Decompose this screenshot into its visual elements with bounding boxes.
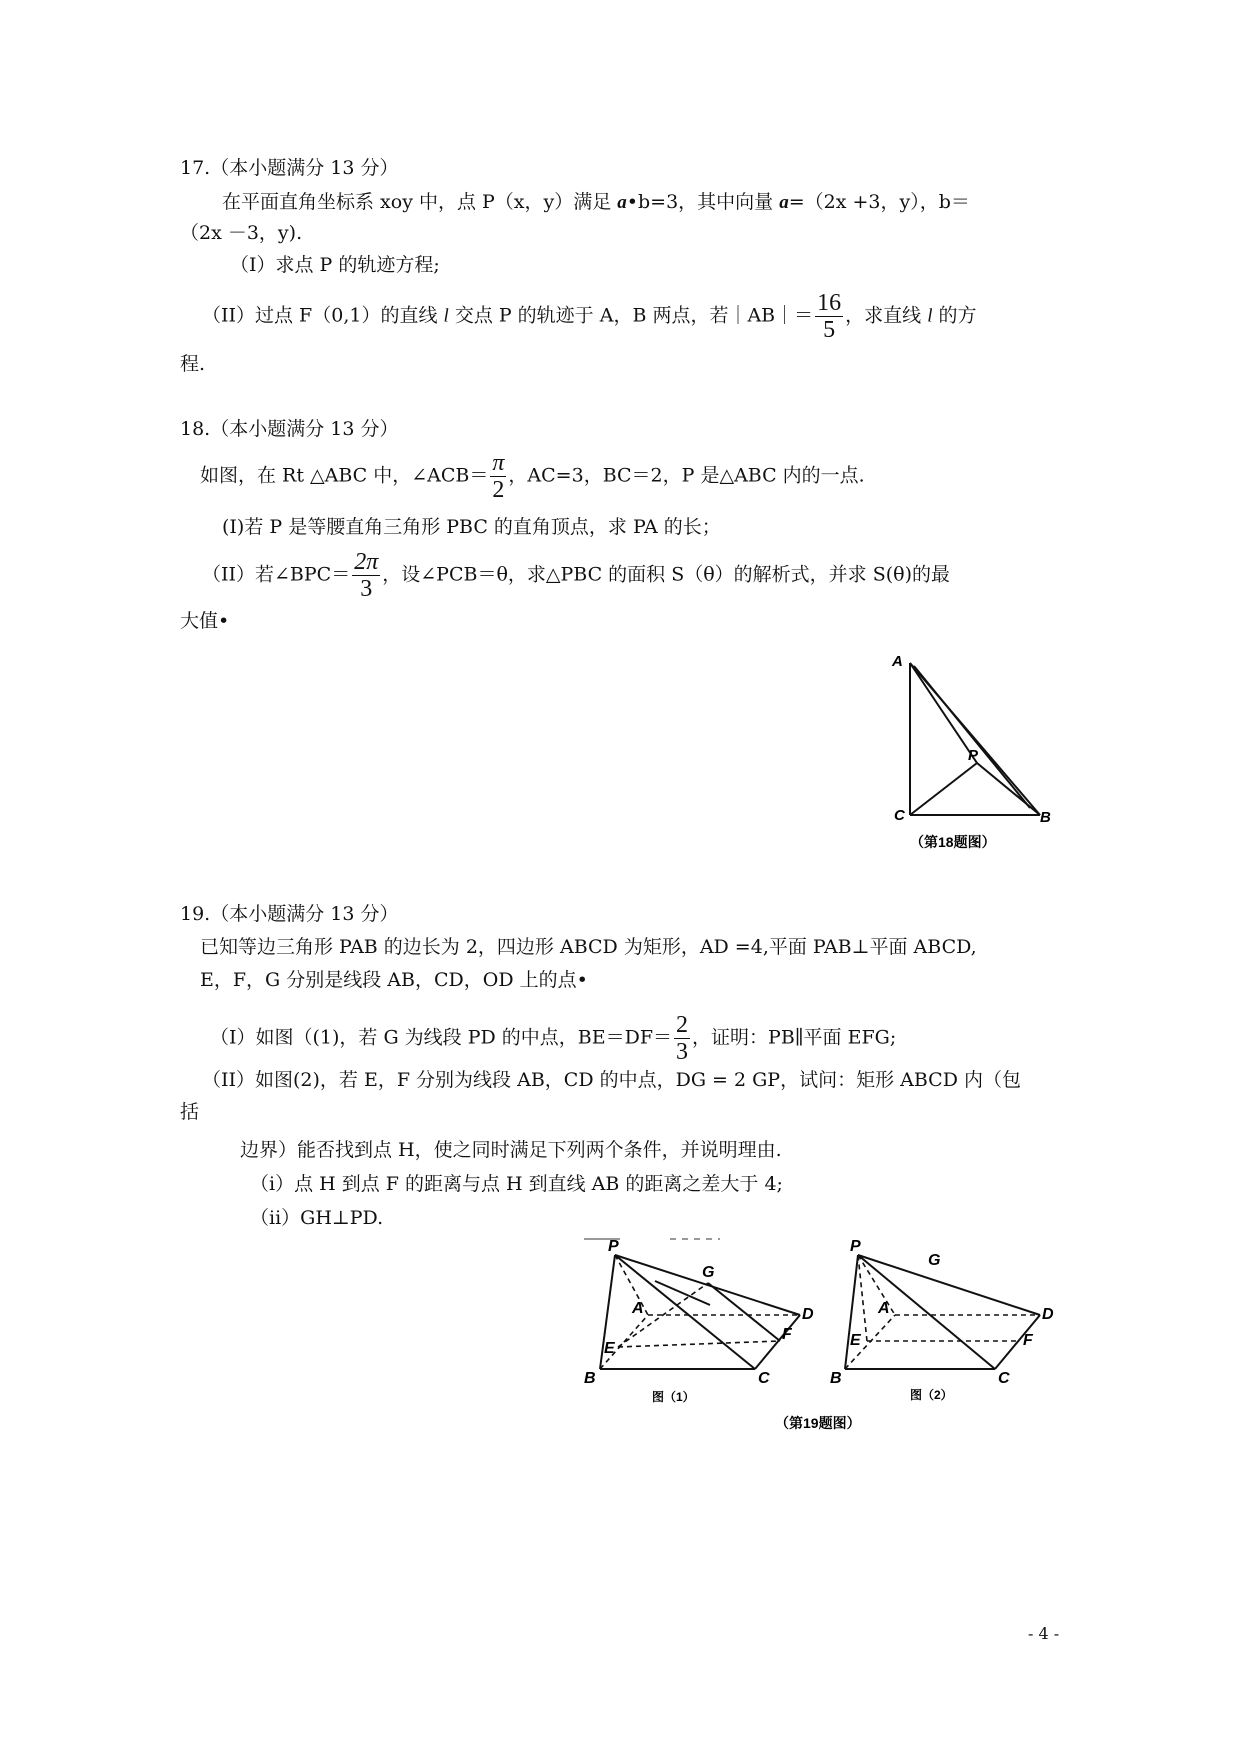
fig1-label-c: C bbox=[758, 1370, 770, 1387]
q17-line-l2: l bbox=[927, 305, 933, 327]
q17-intro-line2: （2x －3，y). bbox=[180, 222, 303, 244]
q17-intro-c: =（2x +3，y），b＝ bbox=[788, 191, 970, 213]
q17-intro-line1 bbox=[222, 190, 970, 215]
q18-intro-a: 如图，在 Rt △ABC 中，∠ACB＝ bbox=[200, 464, 489, 487]
q19-intro-line2: E，F，G 分别是线段 AB，CD，OD 上的点• bbox=[200, 969, 588, 991]
q18-frac1-num: π bbox=[492, 450, 505, 476]
fig1-label-b: B bbox=[584, 1370, 596, 1387]
q17-dot: • bbox=[626, 191, 638, 213]
fig1-dash-ef bbox=[618, 1341, 780, 1347]
q17-part2-line2: 程. bbox=[180, 353, 206, 375]
fig1-label-d: D bbox=[802, 1306, 814, 1323]
q19-part1-a: （I）如图（(1)，若 G 为线段 PD 的中点，BE＝DF＝ bbox=[210, 1026, 673, 1049]
q17-frac-num: 16 bbox=[817, 290, 842, 316]
q19-part1-b: ，证明：PB∥平面 EFG; bbox=[692, 1026, 897, 1049]
q19-part2-line3: 边界）能否找到点 H，使之同时满足下列两个条件，并说明理由. bbox=[240, 1139, 782, 1161]
q19-part1 bbox=[210, 1012, 896, 1065]
fig2-dash-ep bbox=[858, 1255, 867, 1341]
q19-fig1 bbox=[584, 1238, 814, 1404]
fig1-caption: 图（1） bbox=[652, 1390, 695, 1404]
q19-fraction bbox=[674, 1012, 690, 1065]
fig2-label-c: C bbox=[998, 1370, 1010, 1387]
q18-label-c: C bbox=[894, 807, 905, 824]
q17-intro-a: 在平面直角坐标系 xoy 中，点 P（x，y）满足 bbox=[222, 191, 618, 213]
fig2-label-g: G bbox=[928, 1252, 941, 1269]
q18-edge-ap bbox=[910, 663, 977, 763]
page-number: - 4 - bbox=[1028, 1624, 1060, 1643]
fig1-label-f: F bbox=[782, 1326, 792, 1343]
q19-frac-num: 2 bbox=[676, 1012, 689, 1038]
q17-part2-b: 交点 P 的轨迹于 A，B 两点，若｜AB｜＝ bbox=[448, 304, 814, 327]
fig1-label-a: A bbox=[632, 1300, 644, 1317]
q19-part2-line2: 括 bbox=[180, 1101, 200, 1123]
q18-frac2-den: 3 bbox=[360, 576, 373, 602]
q17-line-l: l bbox=[443, 305, 449, 327]
q18-part2-line2: 大值• bbox=[180, 610, 230, 632]
fig2-label-b: B bbox=[830, 1370, 842, 1387]
fig2-label-f: F bbox=[1023, 1332, 1033, 1349]
q19-frac-den: 3 bbox=[676, 1039, 689, 1065]
q18-edge-ab-inner bbox=[914, 666, 1030, 808]
fig2-edge-cd bbox=[995, 1315, 1040, 1369]
q18-part2 bbox=[202, 549, 950, 602]
q18-figure bbox=[880, 650, 1080, 850]
fig1-edge-gf bbox=[708, 1283, 780, 1341]
q17-part2-a: （II）过点 F（0,1）的直线 bbox=[202, 304, 444, 327]
q18-caption: （第18题图） bbox=[910, 834, 996, 850]
q18-fraction-2 bbox=[352, 549, 380, 602]
fig1-edge-cd bbox=[755, 1315, 800, 1369]
q18-intro bbox=[200, 450, 865, 503]
q18-part2-b: ，设∠PCB＝θ，求△PBC 的面积 S（θ）的解析式，并求 S(θ)的最 bbox=[382, 563, 950, 586]
q17-intro-b: b=3，其中向量 bbox=[638, 191, 780, 213]
q19-intro-line1: 已知等边三角形 PAB 的边长为 2，四边形 ABCD 为矩形，AD =4,平面 PAB⊥平面 ABCD, bbox=[200, 936, 977, 958]
q18-header: 18.（本小题满分 13 分） bbox=[180, 418, 399, 440]
q18-edge-cp bbox=[910, 763, 977, 815]
fig2-caption: 图（2） bbox=[910, 1388, 953, 1402]
q18-frac2-num: 2π bbox=[354, 549, 379, 575]
q17-vec-a2: a bbox=[779, 192, 789, 213]
fig1-label-g: G bbox=[702, 1264, 715, 1281]
q19-caption: （第19题图） bbox=[775, 1415, 861, 1431]
q17-vec-a: a bbox=[617, 192, 627, 213]
q18-label-a: A bbox=[892, 653, 903, 670]
q18-part2-a: （II）若∠BPC＝ bbox=[202, 563, 351, 586]
q18-label-p: P bbox=[968, 747, 979, 764]
q18-label-b: B bbox=[1040, 809, 1051, 826]
q17-frac-den: 5 bbox=[823, 317, 836, 343]
q17-header: 17.（本小题满分 13 分） bbox=[180, 157, 399, 179]
q19-header: 19.（本小题满分 13 分） bbox=[180, 903, 399, 925]
q17-part2-c: ，求直线 bbox=[845, 304, 928, 327]
q17-part1: （I）求点 P 的轨迹方程; bbox=[230, 254, 440, 276]
q19-figure bbox=[580, 1235, 1080, 1435]
q19-part2-line1: （II）如图(2)，若 E，F 分别为线段 AB，CD 的中点，DG = 2 GP，试问：矩形 ABCD 内（包 bbox=[202, 1069, 1021, 1091]
q17-part2 bbox=[202, 290, 977, 343]
fig2-edge-pb bbox=[845, 1255, 858, 1369]
fig2-label-d: D bbox=[1042, 1306, 1054, 1323]
q18-intro-b: ，AC=3，BC＝2，P 是△ABC 内的一点. bbox=[508, 464, 865, 487]
q19-cond2: （ii）GH⊥PD. bbox=[250, 1207, 384, 1229]
q17-part2-d: 的方 bbox=[932, 304, 977, 327]
q18-fraction-1 bbox=[490, 450, 506, 503]
q19-fig2 bbox=[830, 1238, 1054, 1402]
q18-edge-pb bbox=[977, 763, 1040, 815]
q17-fraction bbox=[815, 290, 843, 343]
fig2-label-p: P bbox=[850, 1238, 861, 1255]
fig1-label-e: E bbox=[604, 1340, 615, 1357]
fig2-label-e: E bbox=[850, 1332, 861, 1349]
fig1-label-p: P bbox=[608, 1238, 619, 1255]
q19-cond1: （i）点 H 到点 F 的距离与点 H 到直线 AB 的距离之差大于 4; bbox=[250, 1173, 783, 1195]
q18-frac1-den: 2 bbox=[492, 477, 505, 503]
q18-part1: (I)若 P 是等腰直角三角形 PBC 的直角顶点，求 PA 的长； bbox=[222, 516, 721, 538]
fig2-label-a: A bbox=[878, 1300, 890, 1317]
